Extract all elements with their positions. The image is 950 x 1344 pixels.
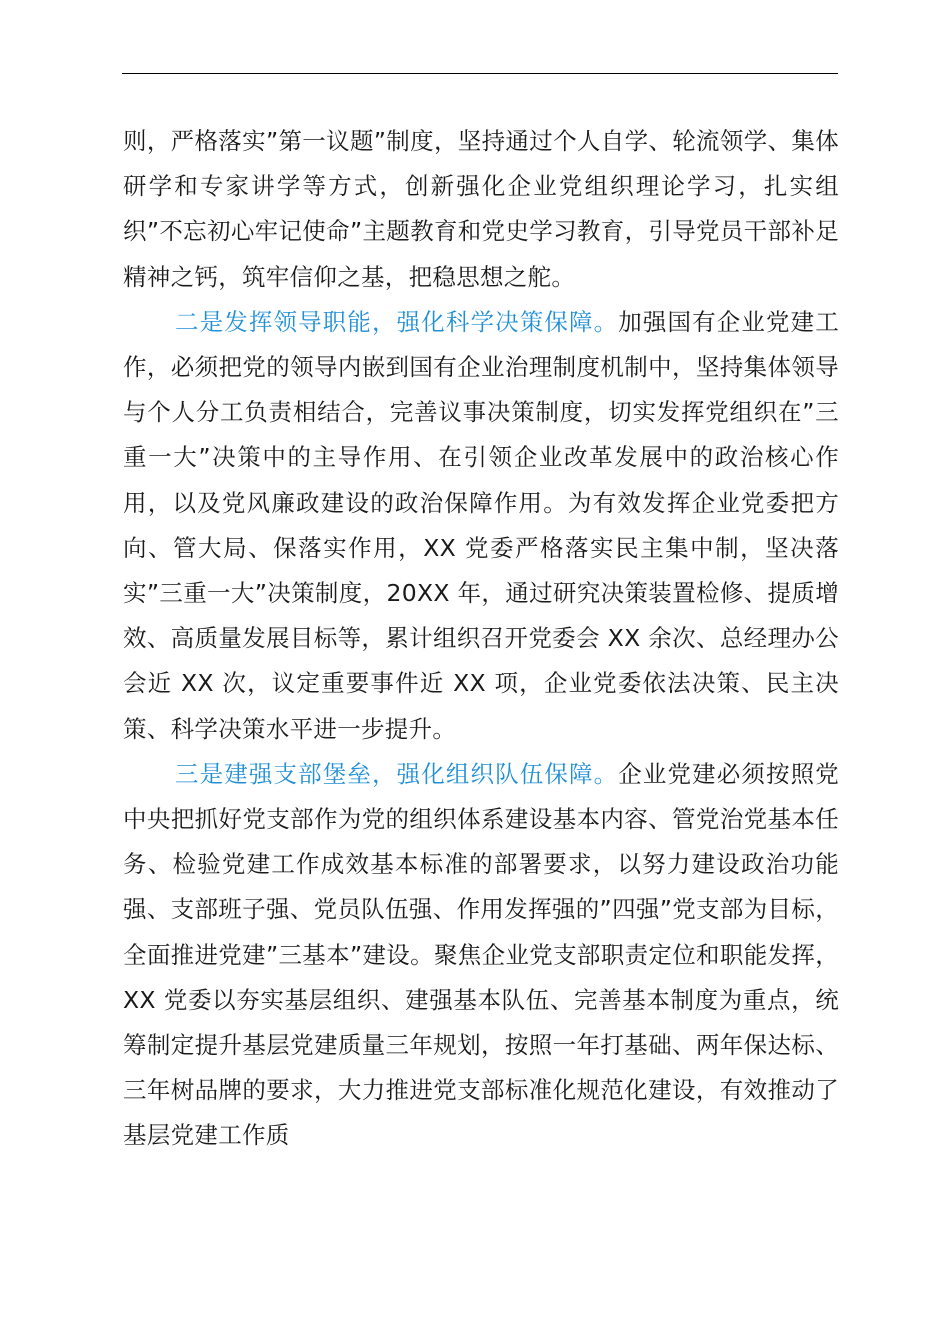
paragraph-continued	[123, 119, 839, 300]
paragraph-leadership	[123, 300, 839, 752]
paragraph-text: 企业党建必须按照党中央把抓好党支部作为党的组织体系建设基本内容、管党治党基本任务、检验党建工作成效基本标准的部署要求，以努力建设政治功能强、支部班子强、党员队伍强、作用发挥强的”四强”党支部为目标，全面推进党建”三基本”建设。聚焦企业党支部职责定位和职能发挥，XX 党委以夯实基层组织、建强基本队伍、完善基本制度为重点，统筹制定提升基层党建质量三年规划，按照一年打基础、两年保达标、三年树品牌的要求，大力推进党支部标准化规范化建设，有效推动了基层党建工作质	[123, 759, 840, 1150]
paragraph-heading: 三是建强支部堡垒，强化组织队伍保障。	[175, 759, 619, 788]
page-body	[123, 119, 839, 1159]
paragraph-heading: 二是发挥领导职能，强化科学决策保障。	[175, 307, 619, 336]
paragraph-text: 加强国有企业党建工作，必须把党的领导内嵌到国有企业治理制度机制中，坚持集体领导与个人分工负责相结合，完善议事决策制度，切实发挥党组织在”三重一大”决策中的主导作用、在引领企业改革发展中的政治核心作用，以及党风廉政建设的政治保障作用。为有效发挥企业党委把方向、管大局、保落实作用，XX 党委严格落实民主集中制，坚决落实”三重一大”决策制度，20XX 年，通过研究决策装置检修、提质增效、高质量发展目标等，累计组织召开党委会 XX 余次、总经理办公会近 XX 次，议定重要事件近 XX 项，企业党委依法决策、民主决策、科学决策水平进一步提升。	[123, 307, 840, 743]
header-rule	[122, 73, 838, 74]
paragraph-branch	[123, 752, 839, 1159]
paragraph-text: 则，严格落实”第一议题”制度，坚持通过个人自学、轮流领学、集体研学和专家讲学等方式，创新强化企业党组织理论学习，扎实组织”不忘初心牢记使命”主题教育和党史学习教育，引导党员干部补足精神之钙，筑牢信仰之基，把稳思想之舵。	[123, 127, 839, 291]
